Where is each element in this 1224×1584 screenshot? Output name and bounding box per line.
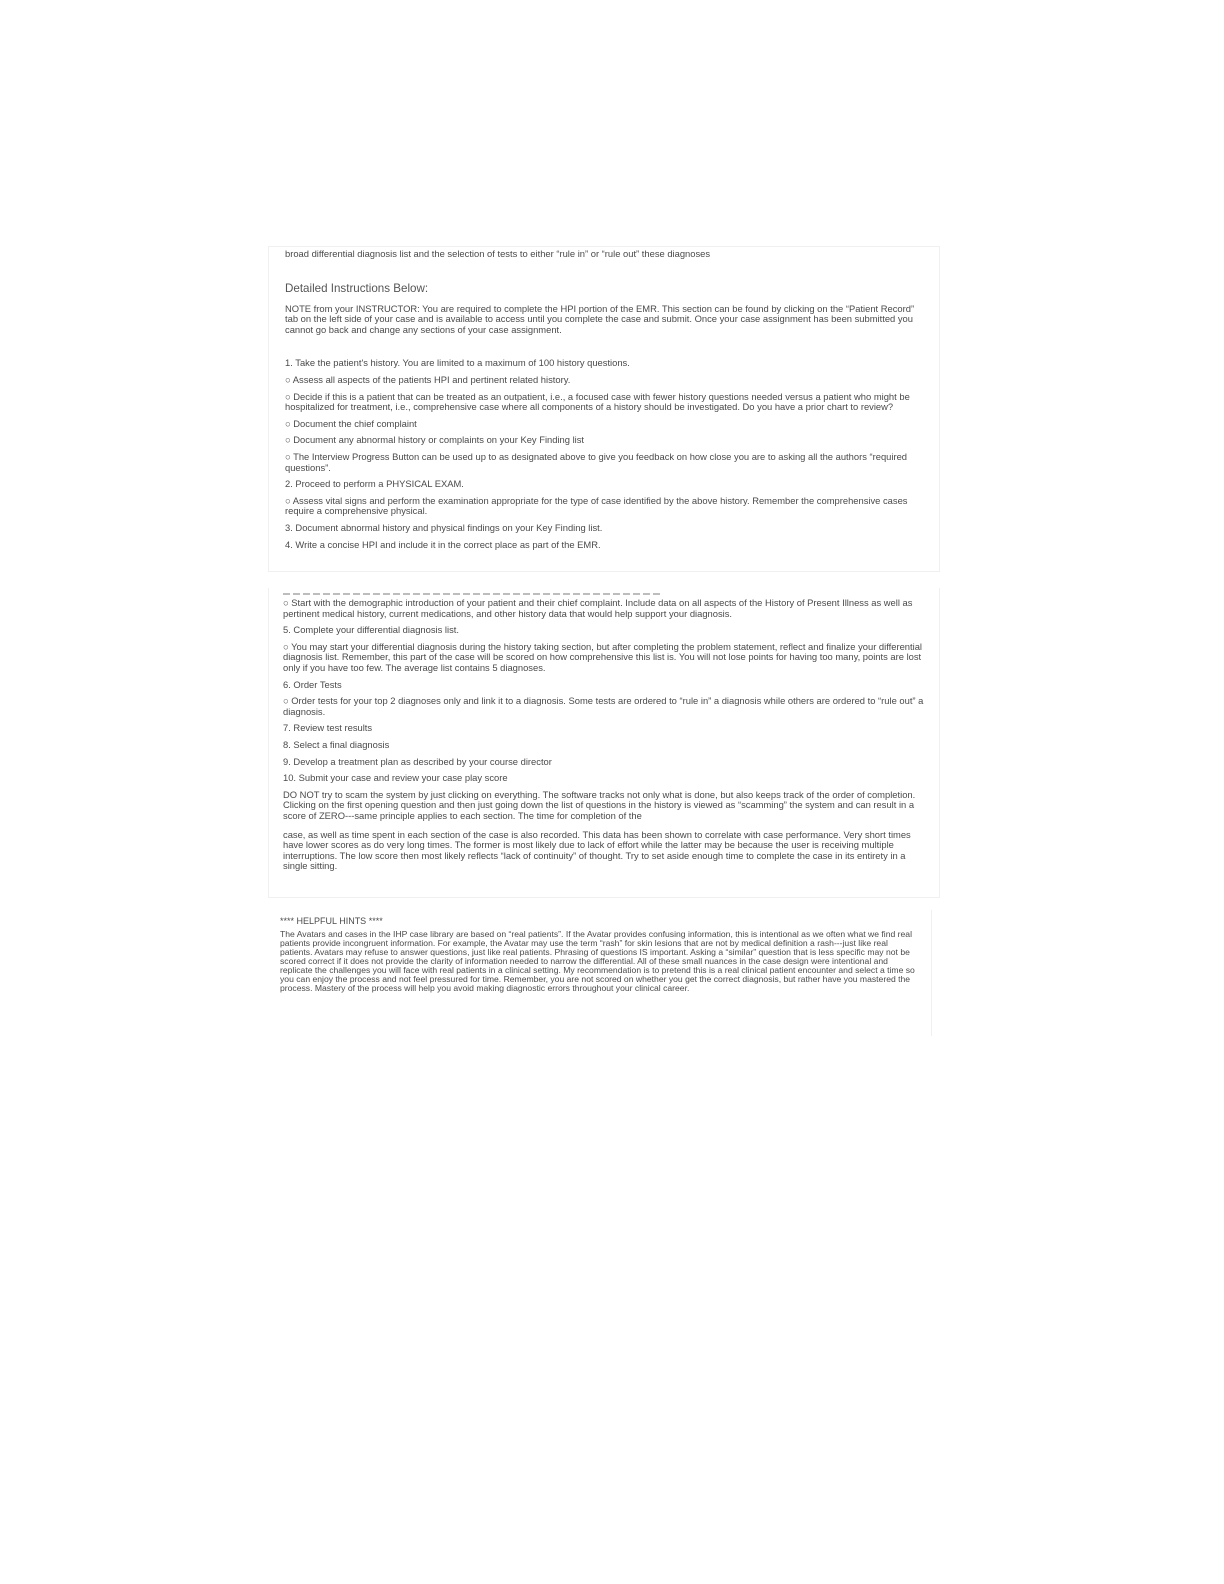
instructions-panel-middle <box>268 588 940 898</box>
bullet-abnormal-history: ○ Document any abnormal history or complaints on your Key Finding list <box>285 434 585 446</box>
step-3: 3. Document abnormal history and physical findings on your Key Finding list. <box>285 521 603 533</box>
bullet-vital-signs: ○ Assess vital signs and perform the examination appropriate for the type of case identified by the above history. Remember the comprehensive cases require a comprehensive physical. <box>285 494 908 517</box>
step-10: 10. Submit your case and review your case play score <box>283 772 508 784</box>
step-6: 6. Order Tests <box>283 678 342 690</box>
step-9: 9. Develop a treatment plan as described by your course director <box>283 755 552 767</box>
helpful-hints-title: **** HELPFUL HINTS **** <box>280 916 383 926</box>
bullet-chief-complaint: ○ Document the chief complaint <box>285 417 417 429</box>
step-1: 1. Take the patient's history. You are limited to a maximum of 100 history questions. <box>285 357 630 369</box>
bullet-differential: ○ You may start your differential diagnosis during the history taking section, but after completing the problem statement, reflect and finalize your differential diagnosis list. Remember, this part of the case will be scored on how comprehensive this list is. You will not lose points for having too many, points are lost only if you have too few. The average list contains 5 diagnoses. <box>283 640 922 673</box>
step-2: 2. Proceed to perform a PHYSICAL EXAM. <box>285 478 464 490</box>
scam-warning-part-1: DO NOT try to scam the system by just clicking on everything. The software tracks not only what is done, but also keeps track of the order of completion. Clicking on the first opening question and then just going down the list of questions in the history is viewed as “scamming” the system and can result in a score of ZERO---same principle applies to each section. The time for completion of the <box>283 788 916 821</box>
bullet-order-tests: ○ Order tests for your top 2 diagnoses only and link it to a diagnosis. Some tests are ordered to “rule in” a diagnosis while others are ordered to “rule out” a diagnosis. <box>283 695 924 717</box>
instructor-note: NOTE from your INSTRUCTOR: You are required to complete the HPI portion of the EMR. This section can be found by clicking on the “Patient Record” tab on the left side of your case and is available to access until you complete the case and submit. Once your case assignment has been submitted you cannot go back and change any sections of your case assignment. <box>285 302 915 335</box>
bullet-assess-hpi: ○ Assess all aspects of the patients HPI and pertinent related history. <box>285 373 571 385</box>
detailed-instructions-heading: Detailed Instructions Below: <box>285 281 429 295</box>
bullet-demographic-intro: ○ Start with the demographic introduction of your patient and their chief complaint. Include data on all aspects of the History of Present Illness as well as pertinent medical history, current medications, and other history data that would help support your diagnosis. <box>283 597 913 619</box>
instructions-panel-top <box>268 246 940 572</box>
step-5: 5. Complete your differential diagnosis list. <box>283 624 459 636</box>
helpful-hints-panel <box>268 910 932 1036</box>
bullet-outpatient-decision: ○ Decide if this is a patient that can be treated as an outpatient, i.e., a focused case with fewer history questions needed versus a patient who might be hospitalized for treatment, i.e., comprehensive case where all components of a history should be investigated. Do you have a prior chart to review? <box>285 390 910 413</box>
bullet-interview-progress: ○ The Interview Progress Button can be used up to as designated above to give you feedback on how close you are to asking all the authors “required questions”. <box>285 450 908 473</box>
scam-warning-part-2: case, as well as time spent in each section of the case is also recorded. This data has been shown to correlate with case performance. Very short times have lower scores as do very long times. The former is most likely due to lack of effort while the latter may be because the user is receiving multiple interruptions. The low score then most likely reflects “lack of continuity” of thought. Try to set aside enough time to complete the case in its entirety in a single sitting. <box>283 828 911 872</box>
step-7: 7. Review test results <box>283 722 373 734</box>
helpful-hints-body: The Avatars and cases in the IHP case library are based on “real patients”. If the Avatar provides confusing information, this is intentional as we often what we find real patients provide incongruent information. For example, the Avatar may use the term “rash” for skin lesions that are not by medical definition a rash---just like real patients. Avatars may refuse to answer questions, just like real patients. Phrasing of questions IS important. Asking a “similar” question that is less specific may not be scored correct if it does not provide the clarity of information needed to narrow the differential. All of these small nuances in the case design were intentional and replicate the challenges you will face with real patients in a clinical setting. My recommendation is to pretend this is a real clinical patient encounter and select a time so you can enjoy the process and not feel pressured for time. Remember, you are not scored on whether you get the correct diagnosis, but rather have you mastered the process. Mastery of the process will help you avoid making diagnostic errors throughout your clinical career. <box>280 928 915 994</box>
step-8: 8. Select a final diagnosis <box>283 738 390 750</box>
intro-text: broad differential diagnosis list and the selection of tests to either “rule in” or “rule out” these diagnoses <box>285 248 711 259</box>
step-4: 4. Write a concise HPI and include it in the correct place as part of the EMR. <box>285 538 601 550</box>
